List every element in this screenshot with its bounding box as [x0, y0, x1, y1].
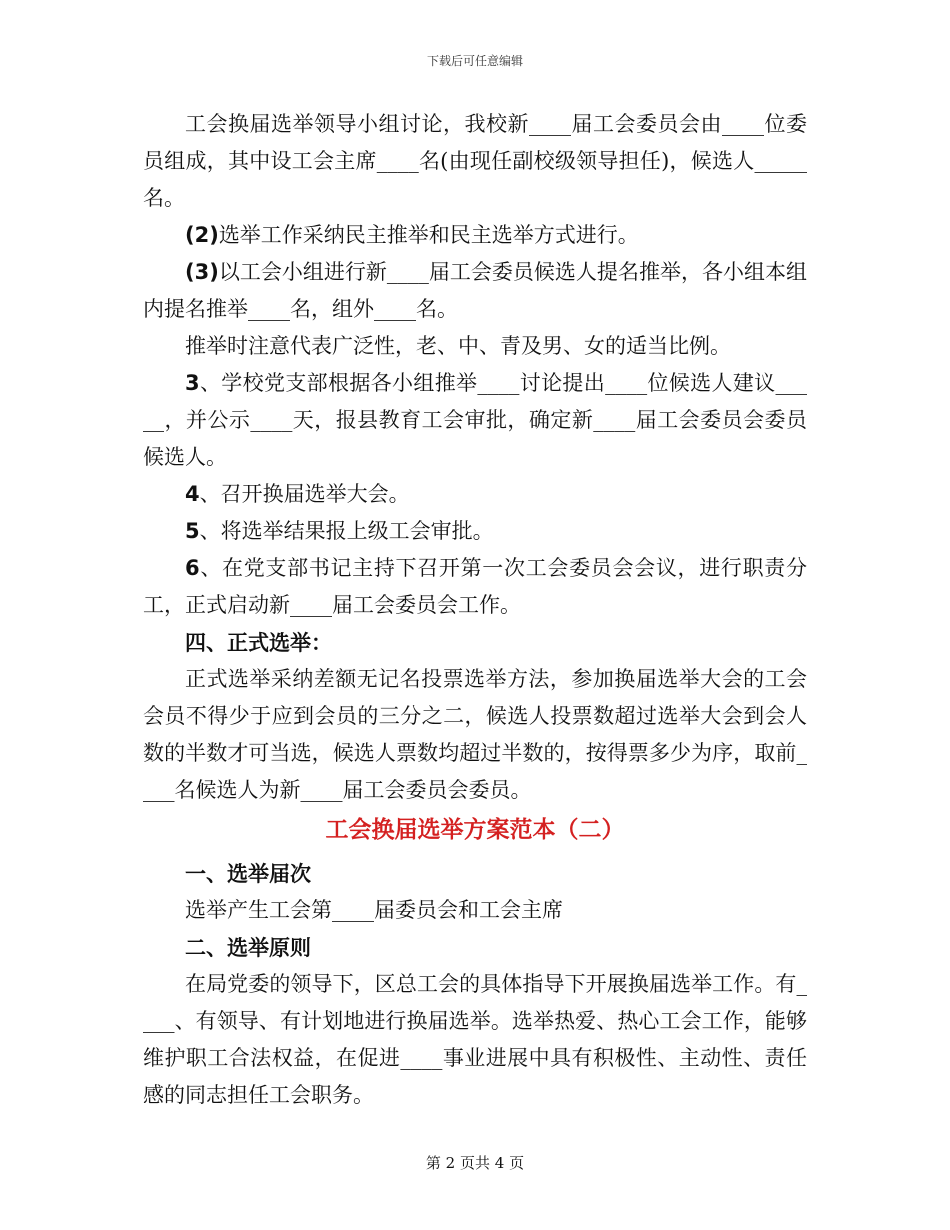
paragraph-text: 、将选举结果报上级工会审批。 — [199, 519, 494, 543]
item-number: 4 — [185, 482, 200, 506]
paragraph-text: 推举时注意代表广泛性，老、中、青及男、女的适当比例。 — [185, 334, 731, 358]
paragraph-item-3 — [143, 254, 807, 328]
section-heading-election-term: 一、选举届次 — [185, 861, 311, 886]
paragraph-step-5 — [143, 513, 807, 550]
paragraph-item-2 — [143, 217, 807, 254]
paragraph-step-4 — [143, 476, 807, 513]
paragraph-text: 、在党支部书记主持下召开第一次工会委员会会议，进行职责分工，正式启动新____届工会委员会工作。 — [143, 556, 807, 617]
paragraph-text: 、召开换届选举大会。 — [199, 482, 410, 506]
document-title-part-two: 工会换届选举方案范本（二） — [325, 816, 625, 843]
paragraph-text: 正式选举采纳差额无记名投票选举方法，参加换届选举大会的工会会员不得少于应到会员的三分之二，候选人投票数超过选举大会到会人数的半数才可当选，候选人票数均超过半数的，按得票多少为序，取前____名候选人为新____届工会委员会委员。 — [143, 667, 807, 802]
item-number: 3 — [185, 371, 200, 395]
paragraph-text: 工会换届选举领导小组讨论，我校新____届工会委员会由____位委员组成，其中设工会主席____名(由现任副校级领导担任)，候选人_____名。 — [143, 112, 807, 210]
section-heading-election-principles: 二、选举原则 — [185, 935, 311, 960]
section-heading-formal-election: 四、正式选举： — [185, 630, 332, 655]
page-header: 下载后可任意编辑 — [426, 54, 523, 68]
paragraph-text: 选举工作采纳民主推举和民主选举方式进行。 — [218, 223, 639, 247]
page-footer: 第 2 页共 4 页 — [425, 1154, 525, 1172]
paragraph-election-term — [143, 892, 807, 929]
paragraph-leading-group — [143, 106, 807, 217]
item-number: 5 — [185, 519, 200, 543]
paragraph-step-3 — [143, 365, 807, 476]
paragraph-election-principles — [143, 966, 807, 1114]
paragraph-text: 选举产生工会第____届委员会和工会主席 — [185, 898, 563, 922]
item-number: (3) — [185, 260, 219, 284]
document-body — [143, 106, 807, 1114]
item-number: 6 — [185, 556, 200, 580]
paragraph-text: 以工会小组进行新____届工会委员候选人提名推举，各小组本组内提名推举____名，组外____名。 — [143, 260, 807, 321]
paragraph-formal-election — [143, 661, 807, 809]
paragraph-text: 、学校党支部根据各小组推举____讨论提出____位候选人建议_____，并公示____天，报县教育工会审批，确定新____届工会委员会委员候选人。 — [143, 371, 807, 469]
paragraph-text: 在局党委的领导下，区总工会的具体指导下开展换届选举工作。有____、有领导、有计划地进行换届选举。选举热爱、热心工会工作，能够维护职工合法权益，在促进____事业进展中具有积极性、主动性、责任感的同志担任工会职务。 — [143, 972, 807, 1107]
paragraph-representation-note — [143, 328, 807, 365]
paragraph-step-6 — [143, 550, 807, 624]
item-number: (2) — [185, 223, 219, 247]
